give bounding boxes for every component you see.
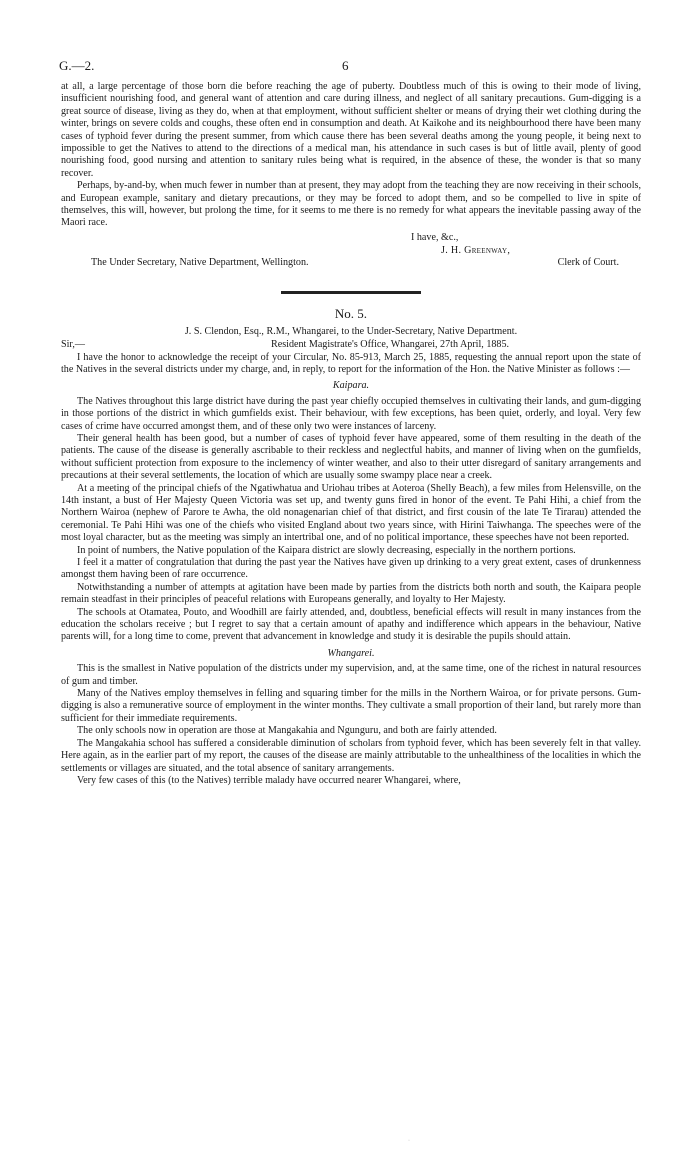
addressee: The Under Secretary, Native Department, Wellington. <box>91 256 309 268</box>
paragraph: Very few cases of this (to the Natives) terrible malady have occurred nearer Whangarei, where, <box>77 774 461 786</box>
document-code: G.—2. <box>59 58 95 73</box>
section-heading-kaipara: Kaipara. <box>332 380 370 392</box>
addressee-row <box>61 257 641 269</box>
page-number: 6 <box>342 58 349 73</box>
paragraph: The only schools now in operation are those at Mangakahia and Ngunguru, and both are fairly attended. <box>77 725 497 737</box>
letter-office-date: Resident Magistrate's Office, Whangarei, 27th April, 1885. <box>271 339 510 351</box>
paragraph: I have the honor to acknowledge the receipt of your Circular, No. 85-913, March 25, 1885, requesting the annual report upon the state of the Natives in the several districts under my charge, and, in reply, to report for the information of the Hon. the Native Minister as follows :— <box>61 351 641 375</box>
section-heading-whangarei: Whangarei. <box>327 647 375 659</box>
paragraph: Their general health has been good, but a number of cases of typhoid fever have appeared, some of them resulting in the death of the patients. The cause of the disease is generally ascribable to their reckless and neglectful habits, and manner of living when on the gumfields, without sufficient protection from exposure to the inclemency of winter weather, and also to their utter disregard of sanitary arrangements and precautions at their several settlements, the location of which are usually some swampy place near a creek. <box>61 432 641 482</box>
paragraph: At a meeting of the principal chiefs of the Ngatiwhatua and Uriohau tribes at Aoteroa (Shelly Beach), a few miles from Helensville, on the 14th instant, a bust of Her Majesty Queen Victoria was set up, and twenty guns fired in honor of the event. Te Pahi Hihi, a chief from the Northern Wairoa (nephew of Parore te Awha, the old nonagenarian chief of that district, and first cousin of the late Te Tirarau) attended the ceremonial. Te Pahi Hihi was one of the chiefs who visited England about two years since, with Hirini Taiwhanga. The speeches were of the most loyal character, but as the meeting was simply an intertribal one, and of no political importance, these speeches have not been reported. <box>61 482 641 544</box>
paragraph: The schools at Otamatea, Pouto, and Woodhill are fairly attended, and, doubtless, beneficial effects will result in many instances from the education the scholars receive ; but I regret to say that a certain amount of apathy and indifference which appears in the behaviour, Native parents will, for a long time to come, prevent that advancement in knowledge and study it is desirable the pupils should attain. <box>61 606 641 643</box>
salutation: Sir,— <box>61 339 85 351</box>
closing-block <box>411 231 641 257</box>
letter-number: No. 5. <box>334 306 368 322</box>
paragraph: The Natives throughout this large district have during the past year chiefly occupied themselves in cultivating their lands, and gum-digging in those portions of the district in which gumfields exist. Their behaviour, with few exceptions, has been quiet, orderly, and loyal. Very few cases of crime have occurred amongst them, and of these only two were instances of larceny. <box>61 395 641 432</box>
paragraph: Notwithstanding a number of attempts at agitation have been made by parties from the districts both north and south, the Kaipara people remain steadfast in their principles of peaceful relations with Europeans generally, and loyalty to Her Majesty. <box>61 581 641 606</box>
document-body <box>61 81 641 787</box>
signatory-title: Clerk of Court. <box>557 256 619 268</box>
paragraph: at all, a large percentage of those born die before reaching the age of puberty. Doubtless much of this is owing to their mode of living, insufficient nourishing food, and general want of attention and care during illness, and neglect of all sanitary precautions. Gum-digging is a great source of disease, living as they do, when at that employment, without sufficient shelter or means of drying their wet clothing during the winter, brings on severe colds and coughs, these often end in consumption and death. At Kaikohe and its neighbourhood there have been many cases of typhoid fever during the present summer, from which cause there has been several deaths among the young people, it being next to impossible to get the Natives to attend to the directions of a medical man, his attendance in such cases is but of little avail, plenty of good nourishing food, good nursing and attention to sanitary rules being what is required, in the absence of these, the wonder is that so many recover. <box>61 81 641 179</box>
paragraph: In point of numbers, the Native population of the Kaipara district are slowly decreasing, especially in the northern portions. <box>77 544 576 556</box>
salutation-row <box>61 339 641 351</box>
paragraph: I feel it a matter of congratulation that during the past year the Natives have given up drinking to a very great extent, cases of drunkenness amongst them having been of rare occurrence. <box>61 557 641 581</box>
signatory-name: J. H. Greenway, <box>441 244 511 256</box>
section-divider <box>281 291 421 294</box>
letter-from: J. S. Clendon, Esq., R.M., Whangarei, to the Under-Secretary, Native Department. <box>184 325 518 337</box>
paragraph: This is the smallest in Native population of the districts under my supervision, and, at the same time, one of the richest in natural resources of gum and timber. <box>61 663 641 687</box>
paragraph: The Mangakahia school has suffered a considerable diminution of scholars from typhoid fever, which has been severely felt in that valley. Here again, as in the earlier part of my report, the causes of the disease are mainly attributable to the unhealthiness of the localities in which the settlements or villages are situated, and the total absence of sanitary arrangements. <box>61 737 641 774</box>
closing-line: I have, &c., <box>411 231 459 243</box>
paragraph: Many of the Natives employ themselves in felling and squaring timber for the mills in the Northern Wairoa, or for private persons. Gum-digging is also a remunerative source of employment in the winter months. They cultivate a small proportion of their land, but rarely more than sufficient for their immediate requirements. <box>61 688 641 724</box>
printer-mark: · <box>408 1138 410 1144</box>
paragraph: Perhaps, by-and-by, when much fewer in number than at present, they may adopt from the teaching they are now receiving in their schools, and European example, sanitary and dietary precautions, or they may be forced to adopt them, and so be compelled to live in spite of themselves, this will, however, but prolong the time, for it seems to me there is no remedy for what appears the inevitable passing away of the Maori race. <box>61 180 641 229</box>
